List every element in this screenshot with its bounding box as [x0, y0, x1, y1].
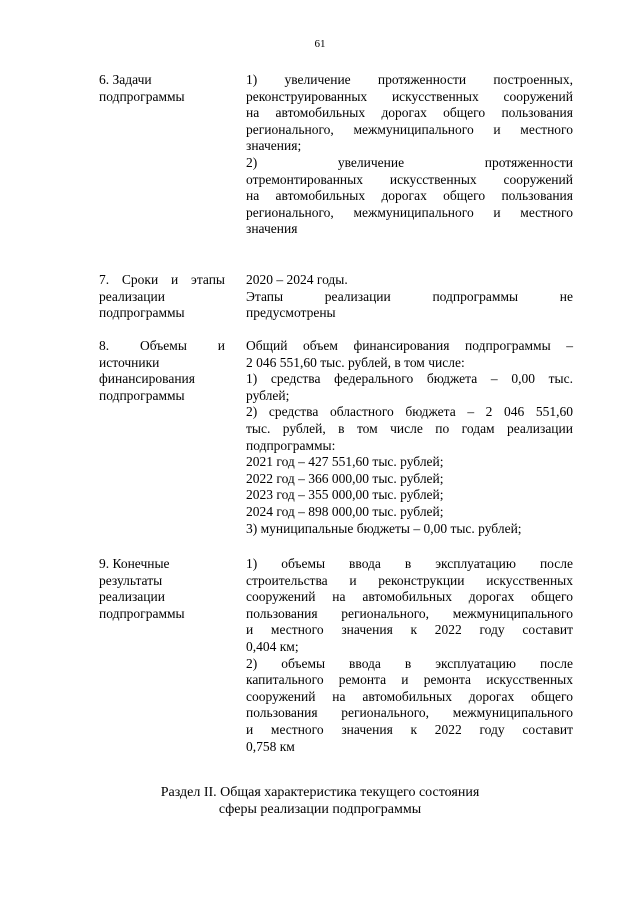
content-line: 1) средства федерального бюджета – 0,00 тыс. — [246, 371, 573, 387]
content-line: 0,758 км — [246, 738, 295, 754]
content-line: сооружений на автомобильных дорогах общего — [246, 688, 573, 704]
content-line: значения — [246, 221, 298, 237]
section-title-line: сферы реализации подпрограммы — [218, 802, 422, 817]
label-line: реализации — [99, 589, 165, 605]
content-line: 2) средства областного бюджета – 2 046 551,60 — [246, 404, 573, 420]
content-line: 1) объемы ввода в эксплуатацию после — [246, 556, 573, 571]
label-line: реализации — [99, 288, 165, 304]
row-label — [99, 556, 225, 622]
content-line: 2022 год – 366 000,00 тыс. рублей; — [246, 470, 444, 486]
label-line: 8. Объемы и — [99, 338, 225, 353]
content-line: 3) муниципальные бюджеты – 0,00 тыс. рублей; — [246, 520, 522, 536]
section-title-line: Раздел II. Общая характеристика текущего состояния — [160, 785, 480, 800]
content-line: на автомобильных дорогах общего пользования — [246, 105, 573, 121]
label-line: 7. Сроки и этапы — [99, 272, 225, 287]
content-line: Общий объем финансирования подпрограммы – — [246, 338, 573, 353]
content-line: 2024 год – 898 000,00 тыс. рублей; — [246, 503, 444, 519]
content-line: рублей; — [246, 387, 290, 403]
content-line: строительства и реконструкции искусственных — [246, 572, 573, 588]
row-content — [246, 338, 573, 537]
label-line: 9. Конечные — [99, 556, 170, 571]
content-line: пользования регионального, межмуниципального — [246, 605, 573, 621]
content-line: регионального, межмуниципального и местного — [246, 121, 573, 137]
content-line: 2) увеличение протяженности — [246, 154, 573, 170]
content-line: подпрограммы: — [246, 437, 336, 453]
content-line: тыс. рублей, в том числе по годам реализации — [246, 420, 573, 436]
content-line: Этапы реализации подпрограммы не — [246, 288, 573, 304]
content-line: значения; — [246, 138, 302, 154]
content-line: 2) объемы ввода в эксплуатацию после — [246, 655, 573, 671]
row-content — [246, 72, 573, 238]
content-line: 2 046 551,60 тыс. рублей, в том числе: — [246, 354, 465, 370]
content-line: 2023 год – 355 000,00 тыс. рублей; — [246, 487, 444, 503]
label-line: результаты — [99, 572, 163, 588]
content-line: 1) увеличение протяженности построенных, — [246, 72, 573, 87]
label-line: подпрограммы — [99, 88, 185, 104]
section-title — [0, 784, 640, 818]
row-label — [99, 72, 225, 105]
content-line: предусмотрены — [246, 305, 336, 321]
content-line: и местного значения к 2022 году составит — [246, 721, 573, 737]
row-label — [99, 272, 225, 322]
label-line: источники — [99, 354, 160, 370]
label-line: финансирования — [99, 371, 195, 387]
content-line: на автомобильных дорогах общего пользования — [246, 188, 573, 204]
row-content — [246, 272, 573, 322]
content-line: регионального, межмуниципального и местного — [246, 204, 573, 220]
row-label — [99, 338, 225, 404]
label-line: подпрограммы — [99, 305, 185, 321]
label-line: подпрограммы — [99, 605, 185, 621]
content-line: 2021 год – 427 551,60 тыс. рублей; — [246, 454, 444, 470]
content-line: сооружений на автомобильных дорогах общего — [246, 589, 573, 605]
content-line: пользования регионального, межмуниципального — [246, 705, 573, 721]
content-line: и местного значения к 2022 году составит — [246, 622, 573, 638]
label-line: 6. Задачи — [99, 72, 152, 87]
content-line: отремонтированных искусственных сооружений — [246, 171, 573, 187]
content-line: 2020 – 2024 годы. — [246, 272, 348, 287]
content-line: капитального ремонта и ремонта искусственных — [246, 672, 573, 688]
content-line: реконструированных искусственных сооружений — [246, 88, 573, 104]
label-line: подпрограммы — [99, 387, 185, 403]
content-line: 0,404 км; — [246, 638, 299, 654]
page-number: 61 — [314, 38, 326, 50]
row-content — [246, 556, 573, 755]
